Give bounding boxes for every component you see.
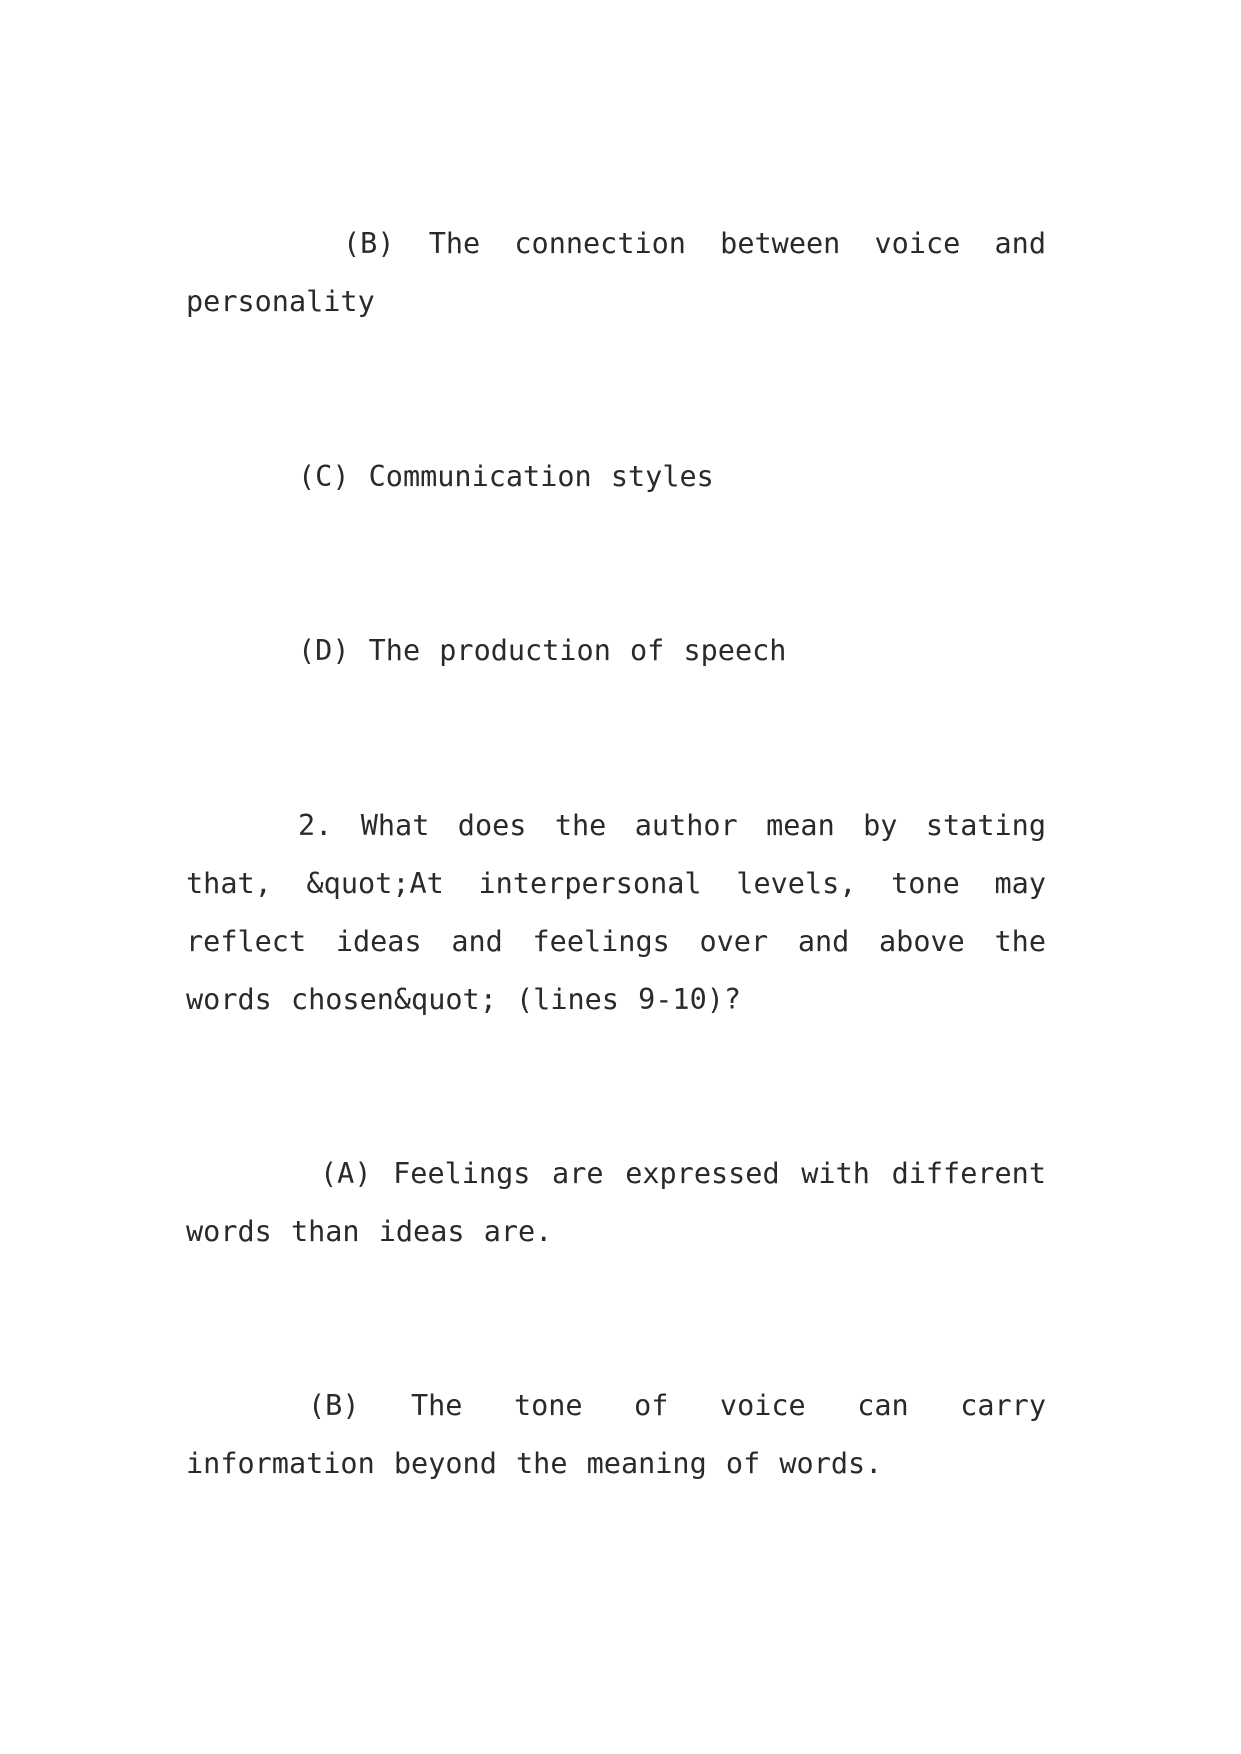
- question-2: 2. What does the author mean by stating that, &quot;At interpersonal levels, tone may reflect ideas and feelings over and above the words chosen&quot; (lines 9-10)?: [186, 809, 1046, 1016]
- option-a-feelings: (A) Feelings are expressed with different words than ideas are.: [186, 1157, 1046, 1248]
- option-b-voice-personality: (B) The connection between voice and personality: [186, 227, 1046, 318]
- option-d-production-of-speech: (D) The production of speech: [298, 634, 787, 667]
- option-b-tone-of-voice: (B) The tone of voice can carry information beyond the meaning of words.: [186, 1389, 1046, 1480]
- option-c-communication-styles: (C) Communication styles: [298, 460, 714, 493]
